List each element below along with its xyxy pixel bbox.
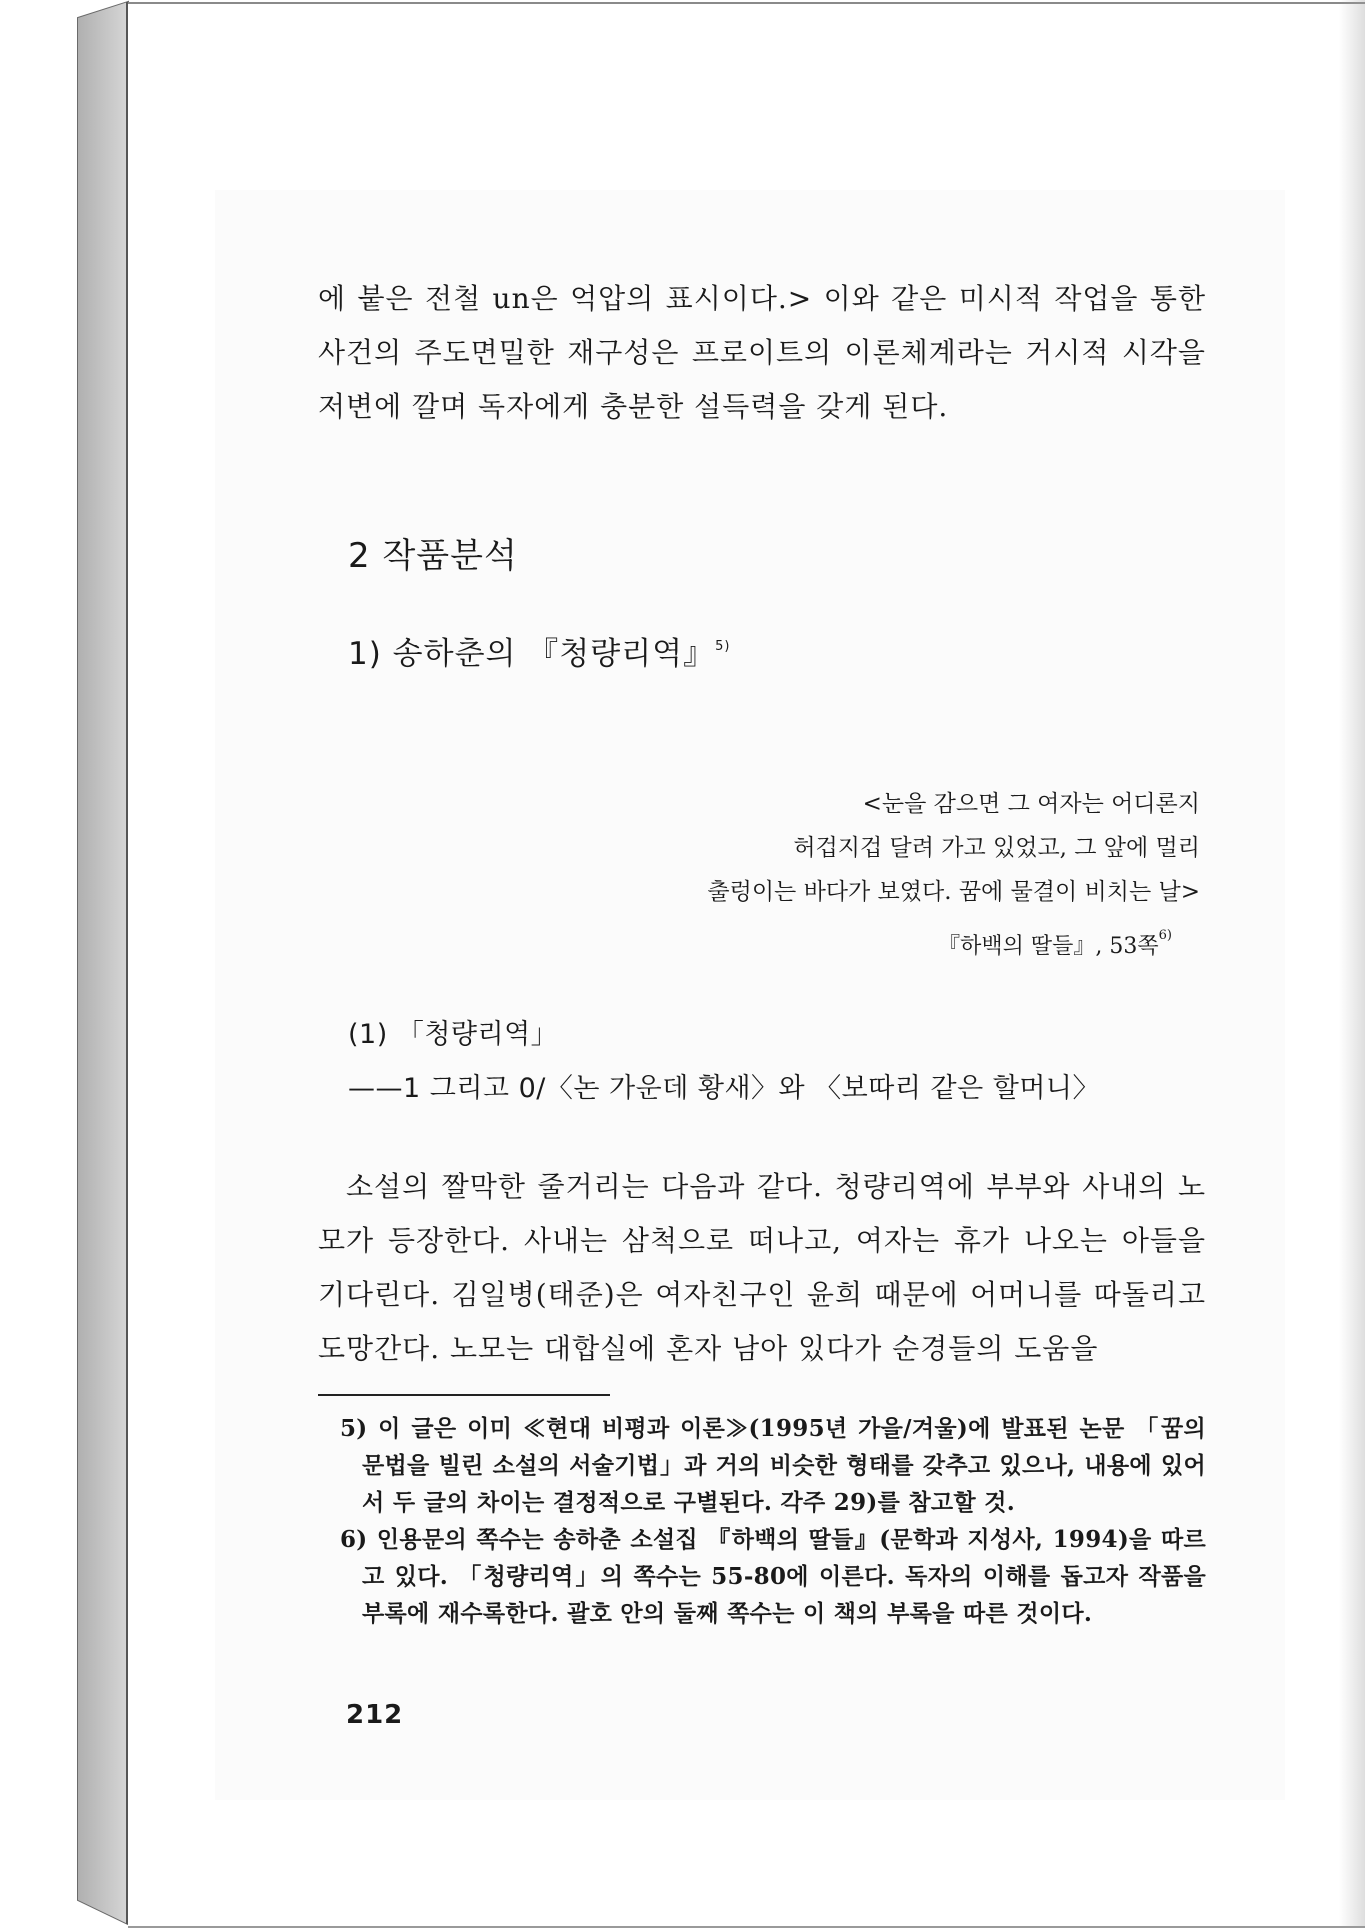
- subsection-subtitle: ——1 그리고 0/〈논 가운데 황새〉와 〈보따리 같은 할머니〉: [348, 1073, 1101, 1104]
- subsection-heading: [348, 1008, 1100, 1116]
- footnote-ref-5: 5): [715, 639, 731, 654]
- epigraph-line: 허겁지겁 달려 가고 있었고, 그 앞에 멀리: [793, 835, 1200, 861]
- footnote-6: 6) 인용문의 쪽수는 송하춘 소설집 『하백의 딸들』(문학과 지성사, 1994)을 따르고 있다. 「청량리역」의 쪽수는 55-80에 이른다. 독자의 이해를 돕고자 작품을 부록에 재수록한다. 괄호 안의 둘째 쪽수는 이 책의 부록을 따른 것이다.: [340, 1526, 1206, 1627]
- footnote-divider: [318, 1394, 610, 1396]
- book-spine: [0, 0, 130, 1926]
- sub-heading: [348, 628, 730, 673]
- page-edge-shadow: [1339, 0, 1365, 1926]
- epigraph-line: <눈을 감으면 그 여자는 어디론지: [862, 791, 1200, 817]
- sub-heading-text: 1) 송하춘의 『청량리역』: [348, 636, 716, 672]
- paragraph-summary: 소설의 짤막한 줄거리는 다음과 같다. 청량리역에 부부와 사내의 노모가 등장한다. 사내는 삼척으로 떠나고, 여자는 휴가 나오는 아들을 기다린다. 김일병(태준)은 여자친구인 윤희 때문에 어머니를 따돌리고 도망간다. 노모는 대합실에 혼자 남아 있다가 순경들의 도움을: [318, 1170, 1206, 1365]
- paragraph-intro: 에 붙은 전철 un은 억압의 표시이다.> 이와 같은 미시적 작업을 통한 사건의 주도면밀한 재구성은 프로이트의 이론체계라는 거시적 시각을 저변에 깔며 독자에게 충분한 설득력을 갖게 된다.: [318, 282, 1206, 423]
- epigraph: [500, 782, 1200, 969]
- epigraph-source: [500, 914, 1172, 969]
- book-spine-graphic: [0, 0, 130, 1926]
- epigraph-line: 출렁이는 바다가 보였다. 꿈에 물결이 비치는 날>: [707, 879, 1200, 905]
- subsection-title: (1) 「청량리역」: [348, 1019, 559, 1050]
- epigraph-source-text: 『하백의 딸들』, 53쪽: [938, 934, 1159, 959]
- page-number: 212: [346, 1700, 404, 1730]
- footnote-ref-6: 6): [1158, 928, 1172, 943]
- section-heading: 2 작품분석: [348, 536, 518, 576]
- footnote-5: 5) 이 글은 이미 ≪현대 비평과 이론≫(1995년 가을/겨울)에 발표된 논문 「꿈의 문법을 빌린 소설의 서술기법」과 거의 비슷한 형태를 갖추고 있으나, 내용에 있어서 두 글의 차이는 결정적으로 구별된다. 각주 29)를 참고할 것.: [340, 1415, 1206, 1516]
- footnotes: [340, 1410, 1206, 1632]
